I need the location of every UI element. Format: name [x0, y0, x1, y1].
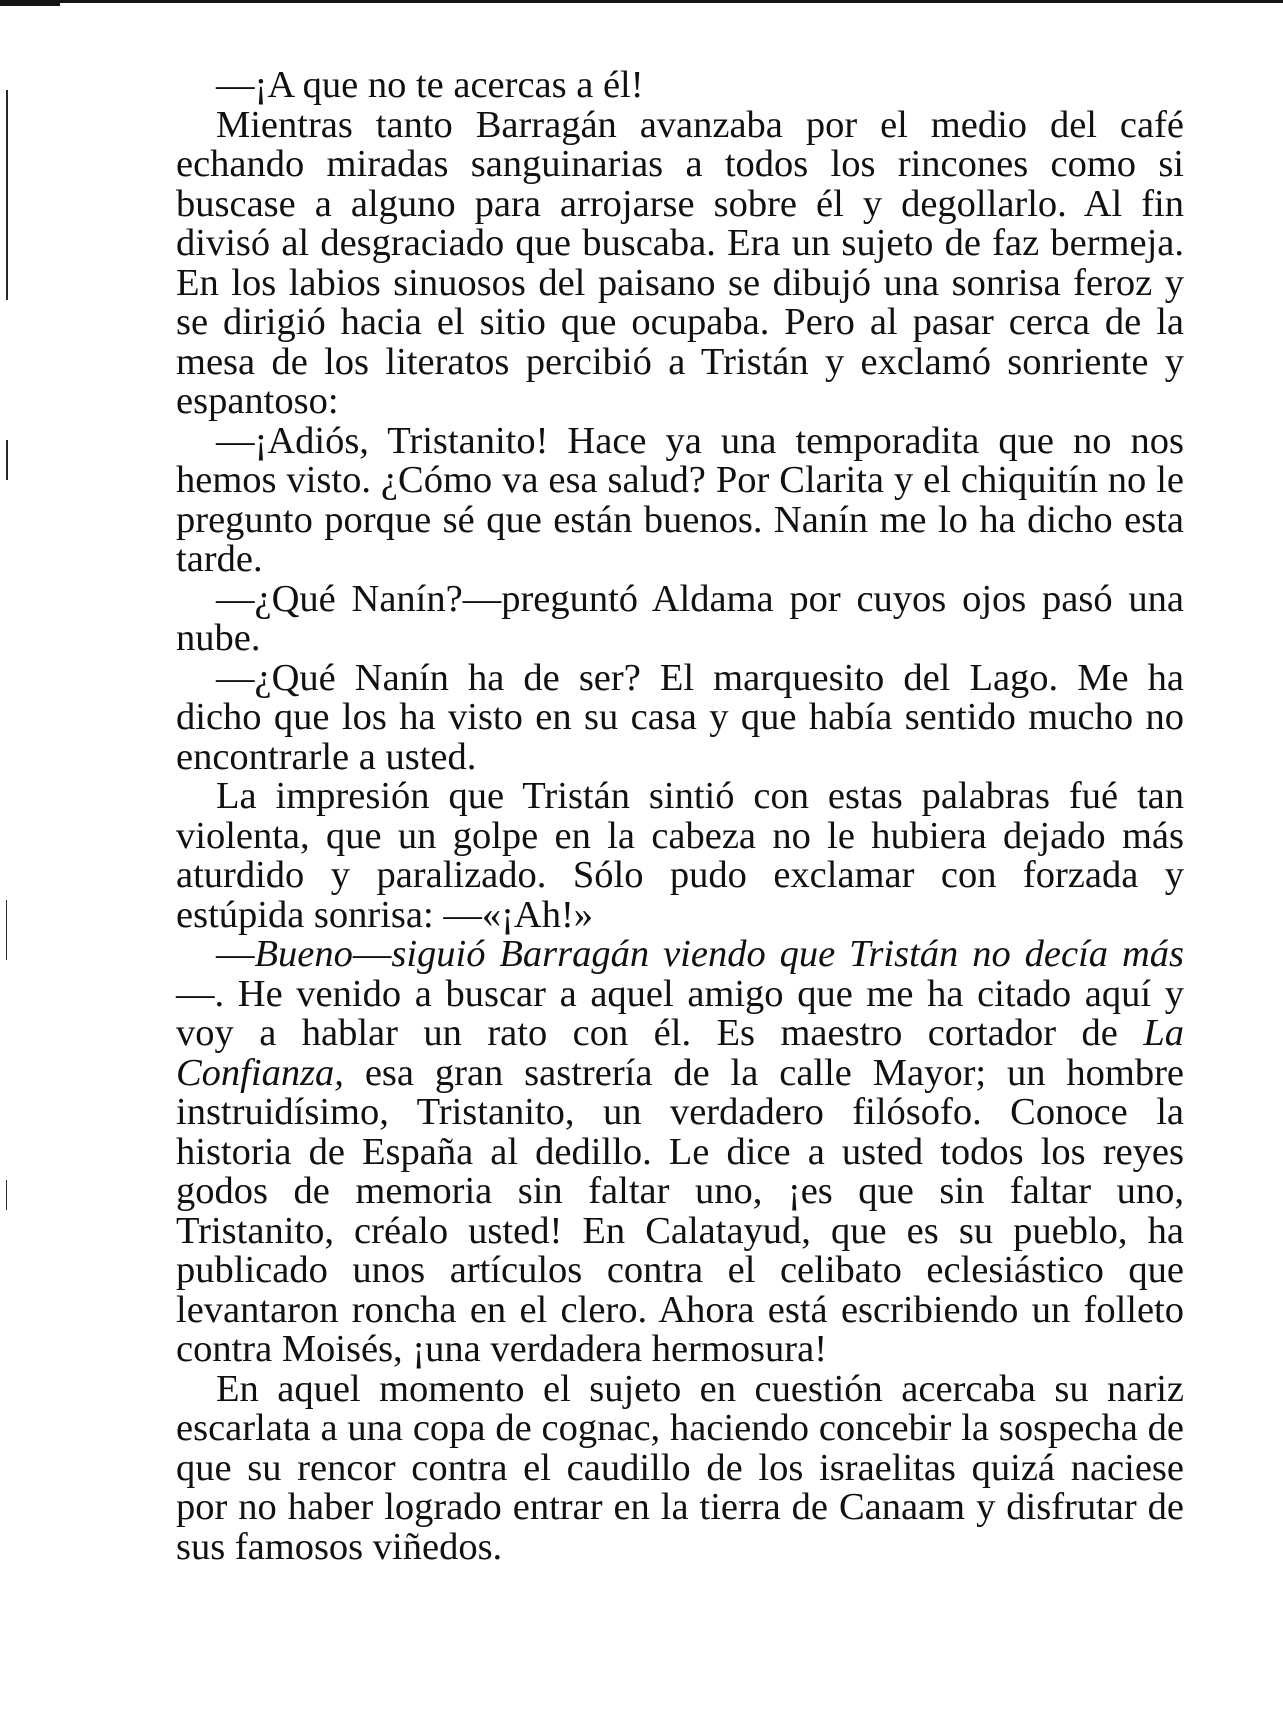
scan-mark — [6, 90, 8, 300]
dialogue-text: esa gran sastrería de la calle Mayor; un hombre instruidísimo, Tristanito, un verdadero filósofo. Conoce la historia de España al dedillo. Le dice a usted todos los reyes godos de memoria sin faltar uno, ¡es que sin faltar uno, Tristanito, créalo usted! En Calatayud, que es su pueblo, ha publicado unos artículos contra el celibato eclesiástico que levantaron roncha en el clero. Ahora está escribiendo un folleto contra Moisés, ¡una verdadera hermosura! — [176, 1051, 1184, 1370]
scan-mark — [6, 1180, 7, 1210]
page-body — [176, 66, 1184, 1567]
dash: — — [352, 933, 392, 975]
scan-margin-marks — [0, 60, 20, 1560]
dialogue-text: —. He venido a buscar a aquel amigo que me ha citado aquí y voy a hablar un rato con él. Es maestro cortador de — [176, 972, 1184, 1054]
italic-narration: siguió Barragán viendo que Tristán no decía más — [391, 933, 1184, 975]
paragraph-5: —¿Qué Nanín ha de ser? El marquesito del Lago. Me ha dicho que los ha visto en su casa y que había sentido mucho no encontrarle a usted. — [176, 656, 1184, 778]
italic-bueno: Bueno — [254, 933, 353, 975]
scan-mark — [6, 900, 7, 960]
paragraph-4: —¿Qué Nanín?—preguntó Aldama por cuyos ojos pasó una nube. — [176, 577, 1184, 659]
dash: — — [216, 933, 255, 975]
paragraph-3: —¡Adiós, Tristanito! Hace ya una temporadita que no nos hemos visto. ¿Cómo va esa salud? Por Clarita y el chiquitín no le pregunto porque sé que están buenos. Nanín me lo ha dicho esta tarde. — [176, 419, 1184, 580]
paragraph-1: —¡A que no te acercas a él! — [216, 64, 644, 106]
paragraph-8: En aquel momento el sujeto en cuestión acercaba su nariz escarlata a una copa de cognac, haciendo concebir la sospecha de que su rencor contra el caudillo de los israelitas quizá naciese por no haber logrado entrar en la tierra de Canaam y disfrutar de sus famosos viñedos. — [176, 1367, 1184, 1568]
paragraph-2: Mientras tanto Barragán avanzaba por el medio del café echando miradas sanguinarias a todos los rincones como si buscase a alguno para arrojarse sobre él y degollarlo. Al fin divisó al desgraciado que buscaba. Era un sujeto de faz bermeja. En los labios sinuosos del paisano se dibujó una sonrisa feroz y se dirigió hacia el sitio que ocupaba. Pero al pasar cerca de la mesa de los literatos percibió a Tristán y exclamó sonriente y espantoso: — [176, 103, 1184, 422]
scan-mark — [6, 440, 8, 480]
paragraph-7 — [176, 935, 1184, 1370]
top-rule-line — [20, 0, 1283, 3]
top-rule — [0, 0, 1283, 6]
italic-shop-name: La Confianza, — [176, 1012, 1184, 1094]
paragraph-6: La impresión que Tristán sintió con estas palabras fué tan violenta, que un golpe en la cabeza no le hubiera dejado más aturdido y paralizado. Sólo pudo exclamar con forzada y estúpida sonrisa: —«¡Ah!» — [176, 775, 1184, 936]
